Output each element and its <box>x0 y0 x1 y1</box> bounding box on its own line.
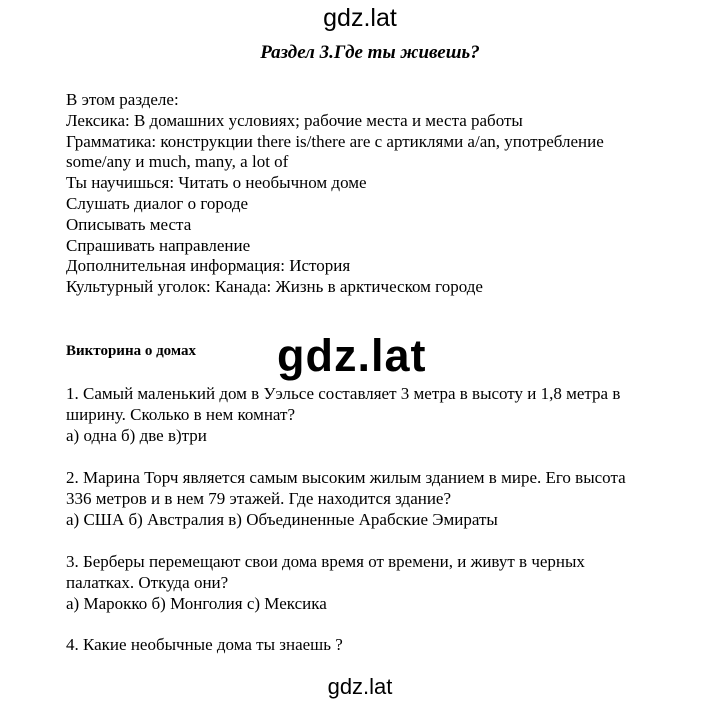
intro-line: Грамматика: конструкции there is/there are с артиклями a/an, употребление <box>66 131 604 151</box>
intro-line: Слушать диалог о городе <box>66 193 249 213</box>
answer-options: а) Марокко б) Монголия с) Мексика <box>66 593 327 613</box>
answer-options: а) США б) Австралия в) Объединенные Арабские Эмираты <box>66 509 498 529</box>
intro-line: some/any и much, many, a lot of <box>66 152 289 172</box>
intro-line: Культурный уголок: Канада: Жизнь в арктическом городе <box>66 277 483 297</box>
section-intro <box>66 90 706 298</box>
question-text: 4. Какие необычные дома ты знаешь ? <box>66 635 343 654</box>
watermark-top: gdz.lat <box>323 4 397 32</box>
question-text: 1. Самый маленький дом в Уэльсе составляет 3 метра в высоту и 1,8 метра в <box>66 384 621 403</box>
question-text: 336 метров и в нем 79 этажей. Где находится здание? <box>66 488 452 508</box>
intro-line: Лексика: В домашних условиях; рабочие места и места работы <box>66 110 523 130</box>
intro-line: В этом разделе: <box>66 90 179 109</box>
question-text: 3. Берберы перемещают свои дома время от времени, и живут в черных <box>66 552 585 571</box>
watermark-bottom: gdz.lat <box>327 674 393 699</box>
quiz-question-2 <box>66 468 706 530</box>
question-text: 2. Марина Торч является самым высоким жилым зданием в мире. Его высота <box>66 468 626 487</box>
intro-line: Описывать места <box>66 214 192 234</box>
intro-line: Спрашивать направление <box>66 235 251 255</box>
quiz-question-3 <box>66 552 706 614</box>
intro-line: Дополнительная информация: История <box>66 256 351 276</box>
quiz-question-1 <box>66 384 706 446</box>
question-text: ширину. Сколько в нем комнат? <box>66 404 296 424</box>
quiz-question-4 <box>66 635 706 656</box>
answer-options: а) одна б) две в)три <box>66 425 207 445</box>
section-title: Раздел 3.Где ты живешь? <box>260 42 480 63</box>
quiz-heading: Викторина о домах <box>66 343 197 359</box>
question-text: палатках. Откуда они? <box>66 572 229 592</box>
watermark-middle: gdz.lat <box>277 330 427 381</box>
intro-line: Ты научишься: Читать о необычном доме <box>66 173 367 193</box>
